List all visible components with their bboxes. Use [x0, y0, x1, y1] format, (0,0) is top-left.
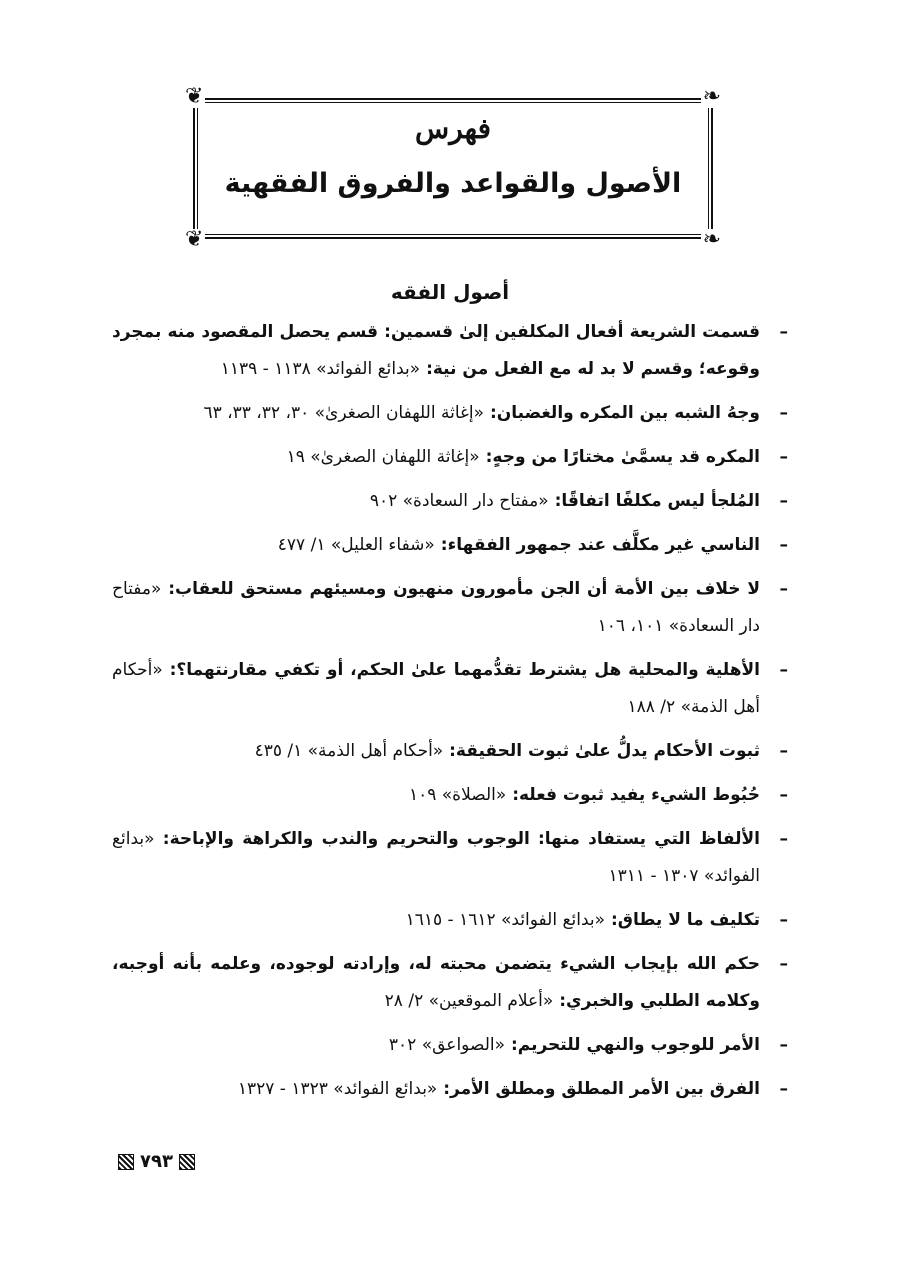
- entry-text: المُلجأ ليس مكلفًا اتفاقًا:: [554, 491, 760, 511]
- entry-reference: «الصواعق» ٣٠٢: [388, 1035, 506, 1055]
- entry-reference: «أحكام أهل الذمة» ٢/ ١٨٨: [112, 660, 760, 717]
- dash-bullet: –: [779, 535, 788, 555]
- entry-text: حُبُوط الشيء يفيد ثبوت فعله:: [512, 785, 760, 805]
- index-label: فهرس: [415, 112, 491, 145]
- entry-text: لا خلاف بين الأمة أن الجن مأمورون منهيون ومسيئهم مستحق للعقاب:: [168, 579, 761, 599]
- entry-text: الأهلية والمحلية هل يشترط تقدُّمهما علىٰ الحكم، أو تكفي مقارنتهما؟:: [169, 660, 761, 680]
- rose-ornament-icon: ❦: [185, 227, 204, 252]
- dash-bullet: –: [779, 910, 788, 930]
- page-number-footer: [118, 1151, 195, 1172]
- dash-bullet: –: [779, 829, 788, 849]
- decorative-square-icon: [179, 1154, 195, 1170]
- entry-reference: «بدائع الفوائد» ١٦١٢ - ١٦١٥: [405, 910, 606, 930]
- dash-bullet: –: [779, 785, 788, 805]
- rose-ornament-icon: ❧: [702, 227, 721, 252]
- entry-text: الفرق بين الأمر المطلق ومطلق الأمر:: [443, 1079, 760, 1099]
- page-title: الأصول والقواعد والفروق الفقهية: [224, 168, 682, 199]
- list-item: [112, 733, 788, 770]
- entry-reference: «إغاثة اللهفان الصغرىٰ» ١٩: [286, 447, 480, 467]
- page-number: ٧٩٣: [140, 1151, 173, 1172]
- entry-text: قسمت الشريعة أفعال المكلفين إلىٰ قسمين: قسم يحصل المقصود منه بمجرد وقوعه؛ وقسم لا بد له مع الفعل من نية:: [112, 322, 760, 379]
- dash-bullet: –: [779, 954, 788, 974]
- entry-text: الناسي غير مكلَّف عند جمهور الفقهاء:: [440, 535, 760, 555]
- bottom-flourish-line: [243, 238, 663, 239]
- dash-bullet: –: [779, 660, 788, 680]
- dash-bullet: –: [779, 403, 788, 423]
- list-item: [112, 1071, 788, 1108]
- list-item: [112, 777, 788, 814]
- entry-text: الأمر للوجوب والنهي للتحريم:: [510, 1035, 760, 1055]
- entry-reference: «أحكام أهل الذمة» ١/ ٤٣٥: [254, 741, 444, 761]
- list-item: [112, 902, 788, 939]
- entry-reference: «إغاثة اللهفان الصغرىٰ» ٣٠، ٣٢، ٣٣، ٦٣: [203, 403, 485, 423]
- dash-bullet: –: [779, 447, 788, 467]
- entry-text: ثبوت الأحكام يدلُّ علىٰ ثبوت الحقيقة:: [449, 741, 760, 761]
- dash-bullet: –: [779, 491, 788, 511]
- dash-bullet: –: [779, 1079, 788, 1099]
- entry-text: وجهُ الشبه بين المكره والغضبان:: [489, 403, 760, 423]
- entry-text: الألفاظ التي يستفاد منها: الوجوب والتحريم والندب والكراهة والإباحة:: [162, 829, 760, 849]
- list-item: [112, 439, 788, 476]
- top-flourish-line: [243, 98, 663, 99]
- list-item: [112, 946, 788, 1020]
- list-item: [112, 821, 788, 895]
- list-item: [112, 395, 788, 432]
- title-frame: [183, 86, 723, 251]
- entry-reference: «شفاء العليل» ١/ ٤٧٧: [277, 535, 435, 555]
- entry-text: المكره قد يسمَّىٰ مختارًا من وجهٍ:: [485, 447, 760, 467]
- decorative-square-icon: [118, 1154, 134, 1170]
- list-item: [112, 527, 788, 564]
- dash-bullet: –: [779, 741, 788, 761]
- list-item: [112, 483, 788, 520]
- rose-ornament-icon: ❧: [702, 84, 721, 109]
- entry-reference: «بدائع الفوائد» ١٣٢٣ - ١٣٢٧: [237, 1079, 438, 1099]
- entry-reference: «أعلام الموقعين» ٢/ ٢٨: [384, 991, 554, 1011]
- dash-bullet: –: [779, 322, 788, 342]
- list-item: [112, 1027, 788, 1064]
- dash-bullet: –: [779, 1035, 788, 1055]
- list-item: [112, 652, 788, 726]
- dash-bullet: –: [779, 579, 788, 599]
- list-item: [112, 314, 788, 388]
- entry-reference: «مفتاح دار السعادة» ٩٠٢: [369, 491, 549, 511]
- entry-list: [112, 314, 788, 1115]
- entry-reference: «بدائع الفوائد» ١١٣٨ - ١١٣٩: [220, 359, 421, 379]
- entry-reference: «الصلاة» ١٠٩: [408, 785, 507, 805]
- entry-text: حكم الله بإيجاب الشيء يتضمن محبته له، وإرادته لوجوده، وعلمه بأنه أوجبه، وكلامه الطلبي والخبري:: [112, 954, 760, 1011]
- entry-text: تكليف ما لا يطاق:: [610, 910, 760, 930]
- entry-reference: «مفتاح دار السعادة» ١٠١، ١٠٦: [112, 579, 760, 636]
- entry-reference: «بدائع الفوائد» ١٣٠٧ - ١٣١١: [112, 829, 760, 886]
- rose-ornament-icon: ❦: [185, 84, 204, 109]
- section-heading: أصول الفقه: [390, 280, 510, 304]
- list-item: [112, 571, 788, 645]
